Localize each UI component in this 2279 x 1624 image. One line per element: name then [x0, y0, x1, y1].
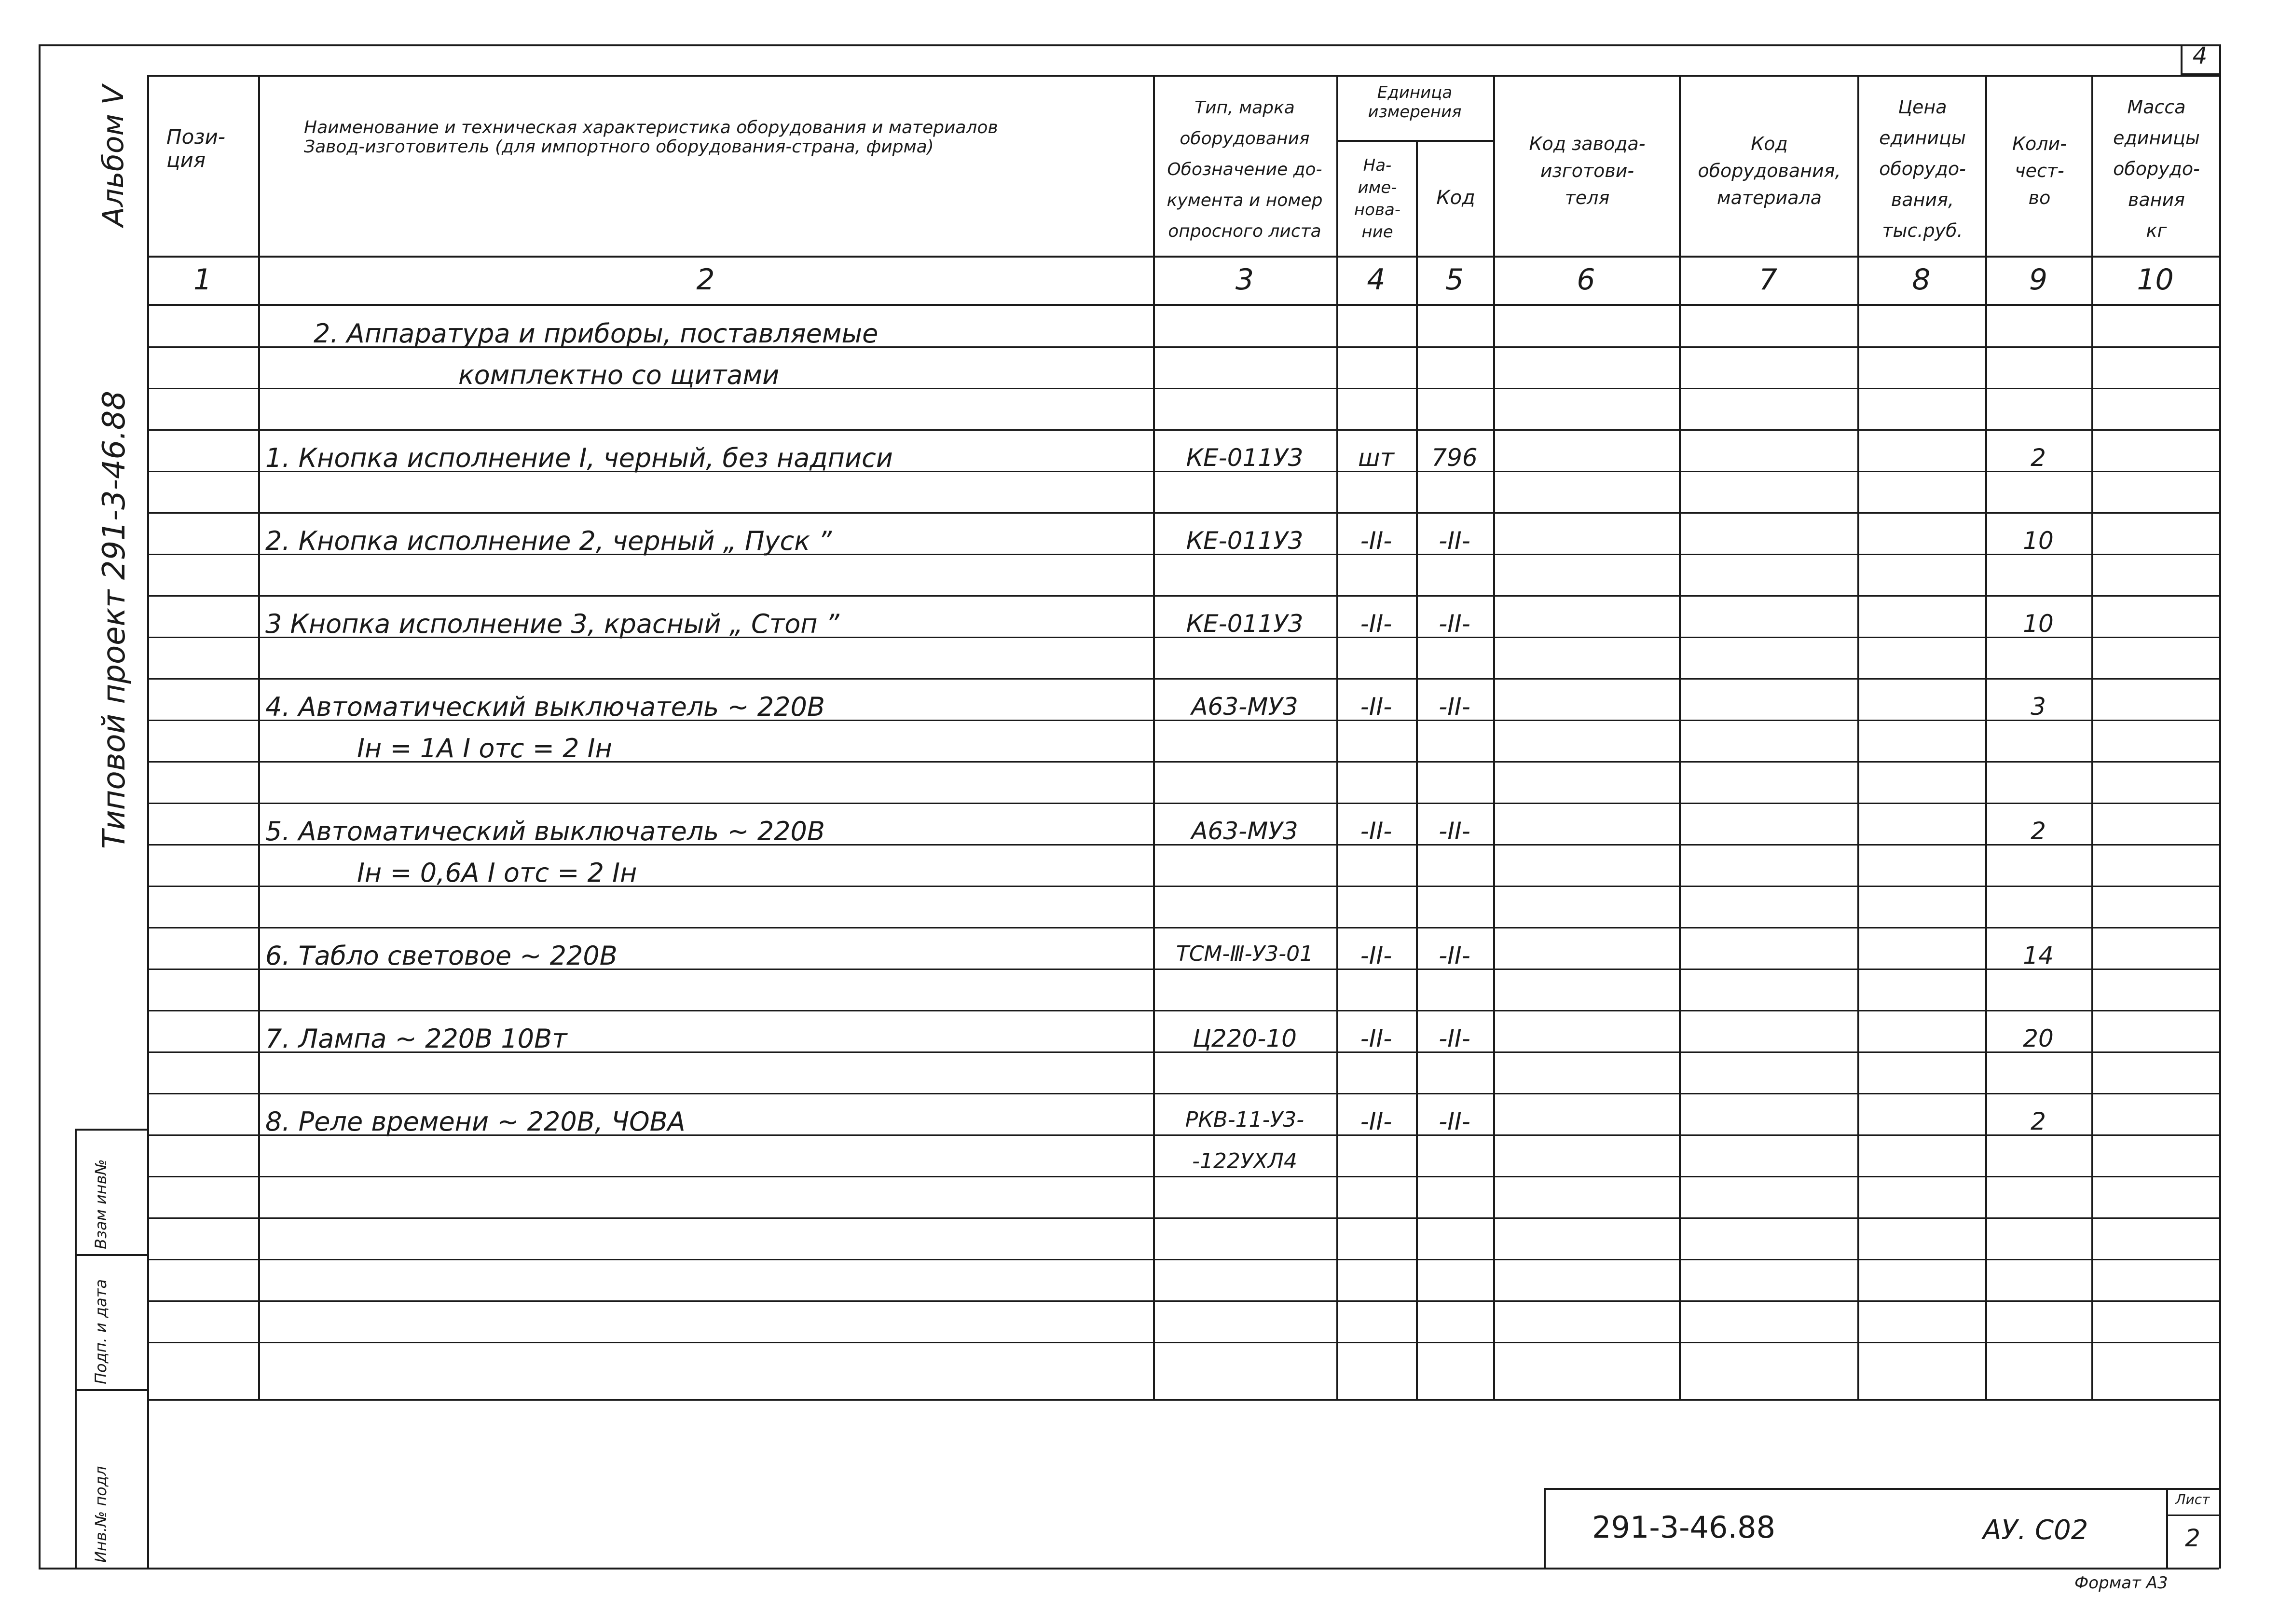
row-2-type: КЕ-011У3	[1186, 527, 1304, 555]
section-title-line1: 2. Аппаратура и приборы, поставляемые	[314, 318, 879, 349]
colnum-9: 9	[2029, 263, 2048, 297]
header-col8-line3: оборудо-	[1879, 158, 1966, 179]
header-unit-line1: Единица	[1377, 83, 1453, 102]
row-2-code: -II-	[1439, 527, 1470, 555]
inv-label: Инв.№ подл	[92, 1466, 110, 1563]
header-col8-line4: вания,	[1891, 189, 1954, 210]
row-5-name: 5. Автоматический выключатель ~ 220В	[265, 816, 825, 846]
row-4-unit: -II-	[1360, 693, 1392, 721]
sheet-number: 4	[2192, 42, 2208, 69]
row-6-name: 6. Табло световое ~ 220В	[265, 941, 618, 971]
header-col9-line1: Коли-	[2012, 133, 2067, 154]
header-col3-line4: кумента и номер	[1167, 191, 1323, 210]
row-4-code: -II-	[1439, 693, 1470, 721]
row-7-name: 7. Лампа ~ 220В 10Вт	[265, 1024, 567, 1054]
row-3-name: 3 Кнопка исполнение 3, красный „ Стоп ”	[265, 609, 839, 639]
stamp-mark: АУ. С02	[1983, 1515, 2088, 1546]
header-col9-line3: во	[2028, 187, 2051, 208]
album-label: Альбом Ⅴ	[96, 85, 130, 227]
row-3-type: КЕ-011У3	[1186, 610, 1304, 638]
row-4-name: 4. Автоматический выключатель ~ 220В	[265, 692, 825, 722]
header-col4-line3: нова-	[1354, 200, 1401, 219]
row-5-qty: 2	[2031, 817, 2046, 845]
row-8-type: РКВ-11-У3-	[1185, 1107, 1304, 1132]
header-col4-line1: На-	[1363, 156, 1392, 175]
header-unit-line2: измерения	[1368, 102, 1462, 122]
row-8-code: -II-	[1439, 1107, 1470, 1135]
header-col3-line5: опросного листа	[1168, 221, 1321, 241]
row-7-code: -II-	[1439, 1024, 1470, 1052]
header-col8-line2: единицы	[1879, 127, 1966, 149]
row-7-unit: -II-	[1360, 1024, 1392, 1052]
header-col4-line4: ние	[1361, 222, 1393, 242]
header-col10-line5: кг	[2146, 220, 2167, 241]
row-5-unit: -II-	[1360, 817, 1392, 845]
colnum-4: 4	[1367, 263, 1386, 297]
row-1-code: 796	[1431, 444, 1478, 472]
colnum-6: 6	[1577, 263, 1595, 297]
header-col8-line1: Цена	[1898, 96, 1947, 118]
row-8-type-line2: -122УХЛ4	[1192, 1149, 1297, 1174]
header-col6-line2: изготови-	[1540, 160, 1634, 181]
row-8-unit: -II-	[1360, 1107, 1392, 1135]
header-col2-line1: Наименование и техническая характеристика оборудования и материалов	[304, 118, 998, 137]
header-col6-line3: теля	[1565, 187, 1610, 208]
row-1-unit: шт	[1358, 444, 1394, 472]
vzam-label: Взам инв№	[92, 1159, 110, 1249]
section-title-line2: комплектно со щитами	[458, 360, 780, 390]
colnum-7: 7	[1758, 263, 1778, 297]
stamp-designation: 291-3-46.88	[1592, 1510, 1776, 1545]
row-5-name-line2: Iн = 0,6А I отс = 2 Iн	[357, 858, 637, 888]
header-col9-line2: чест-	[2015, 160, 2064, 181]
row-7-type: Ц220-10	[1193, 1024, 1297, 1052]
colnum-3: 3	[1235, 263, 1254, 297]
header-col5: Код	[1436, 187, 1475, 209]
row-6-unit: -II-	[1360, 942, 1392, 969]
row-8-qty: 2	[2031, 1107, 2046, 1135]
row-6-code: -II-	[1439, 942, 1470, 969]
header-col1: Пози-ция	[166, 125, 226, 172]
row-6-qty: 14	[2023, 942, 2054, 969]
header-col3-line2: оборудования	[1180, 129, 1310, 149]
row-4-type: А63-МУ3	[1191, 693, 1298, 721]
header-col7-line1: Код	[1751, 133, 1788, 154]
row-1-qty: 2	[2031, 444, 2046, 472]
header-col7-line3: материала	[1716, 187, 1822, 208]
row-6-type: ТСМ-Ⅲ-У3-01	[1176, 942, 1314, 966]
header-col10-line1: Масса	[2127, 96, 2186, 118]
header-col3-line3: Обозначение до-	[1167, 160, 1322, 179]
header-col10-line3: оборудо-	[2113, 158, 2200, 179]
podp-label: Подп. и дата	[92, 1279, 110, 1384]
row-8-name: 8. Реле времени ~ 220В, ЧОВА	[265, 1106, 686, 1137]
header-col6-line1: Код завода-	[1529, 133, 1646, 154]
header-col2-line2: Завод-изготовитель (для импортного оборудования-страна, фирма)	[304, 137, 934, 157]
header-col3-line1: Тип, марка	[1194, 98, 1295, 118]
header-col8-line5: тыс.руб.	[1882, 220, 1963, 241]
header-col7-line2: оборудования,	[1698, 160, 1841, 181]
row-1-name: 1. Кнопка исполнение Ⅰ, черный, без надписи	[265, 443, 893, 473]
row-5-type: А63-МУ3	[1191, 817, 1298, 845]
row-2-name: 2. Кнопка исполнение 2, черный „ Пуск ”	[265, 526, 832, 556]
stamp-sheet-number: 2	[2185, 1524, 2200, 1552]
stamp-format: Формат А3	[2074, 1573, 2168, 1593]
row-3-qty: 10	[2023, 610, 2054, 638]
colnum-2: 2	[696, 263, 715, 297]
row-4-name-line2: Iн = 1А I отс = 2 Iн	[357, 733, 612, 764]
row-2-unit: -II-	[1360, 527, 1392, 555]
stamp-sheet-label: Лист	[2175, 1491, 2210, 1507]
colnum-10: 10	[2137, 263, 2174, 297]
colnum-1: 1	[193, 263, 212, 297]
row-1-type: КЕ-011У3	[1186, 444, 1304, 472]
colnum-8: 8	[1912, 263, 1931, 297]
header-col10-line2: единицы	[2113, 127, 2200, 149]
row-2-qty: 10	[2023, 527, 2054, 555]
row-3-code: -II-	[1439, 610, 1470, 638]
header-col10-line4: вания	[2128, 189, 2185, 210]
row-3-unit: -II-	[1360, 610, 1392, 638]
row-7-qty: 20	[2023, 1024, 2054, 1052]
colnum-5: 5	[1445, 263, 1464, 297]
header-col4-line2: име-	[1358, 178, 1397, 197]
project-label: Типовой проект 291-3-46.88	[96, 390, 132, 849]
row-5-code: -II-	[1439, 817, 1470, 845]
row-4-qty: 3	[2031, 693, 2046, 721]
